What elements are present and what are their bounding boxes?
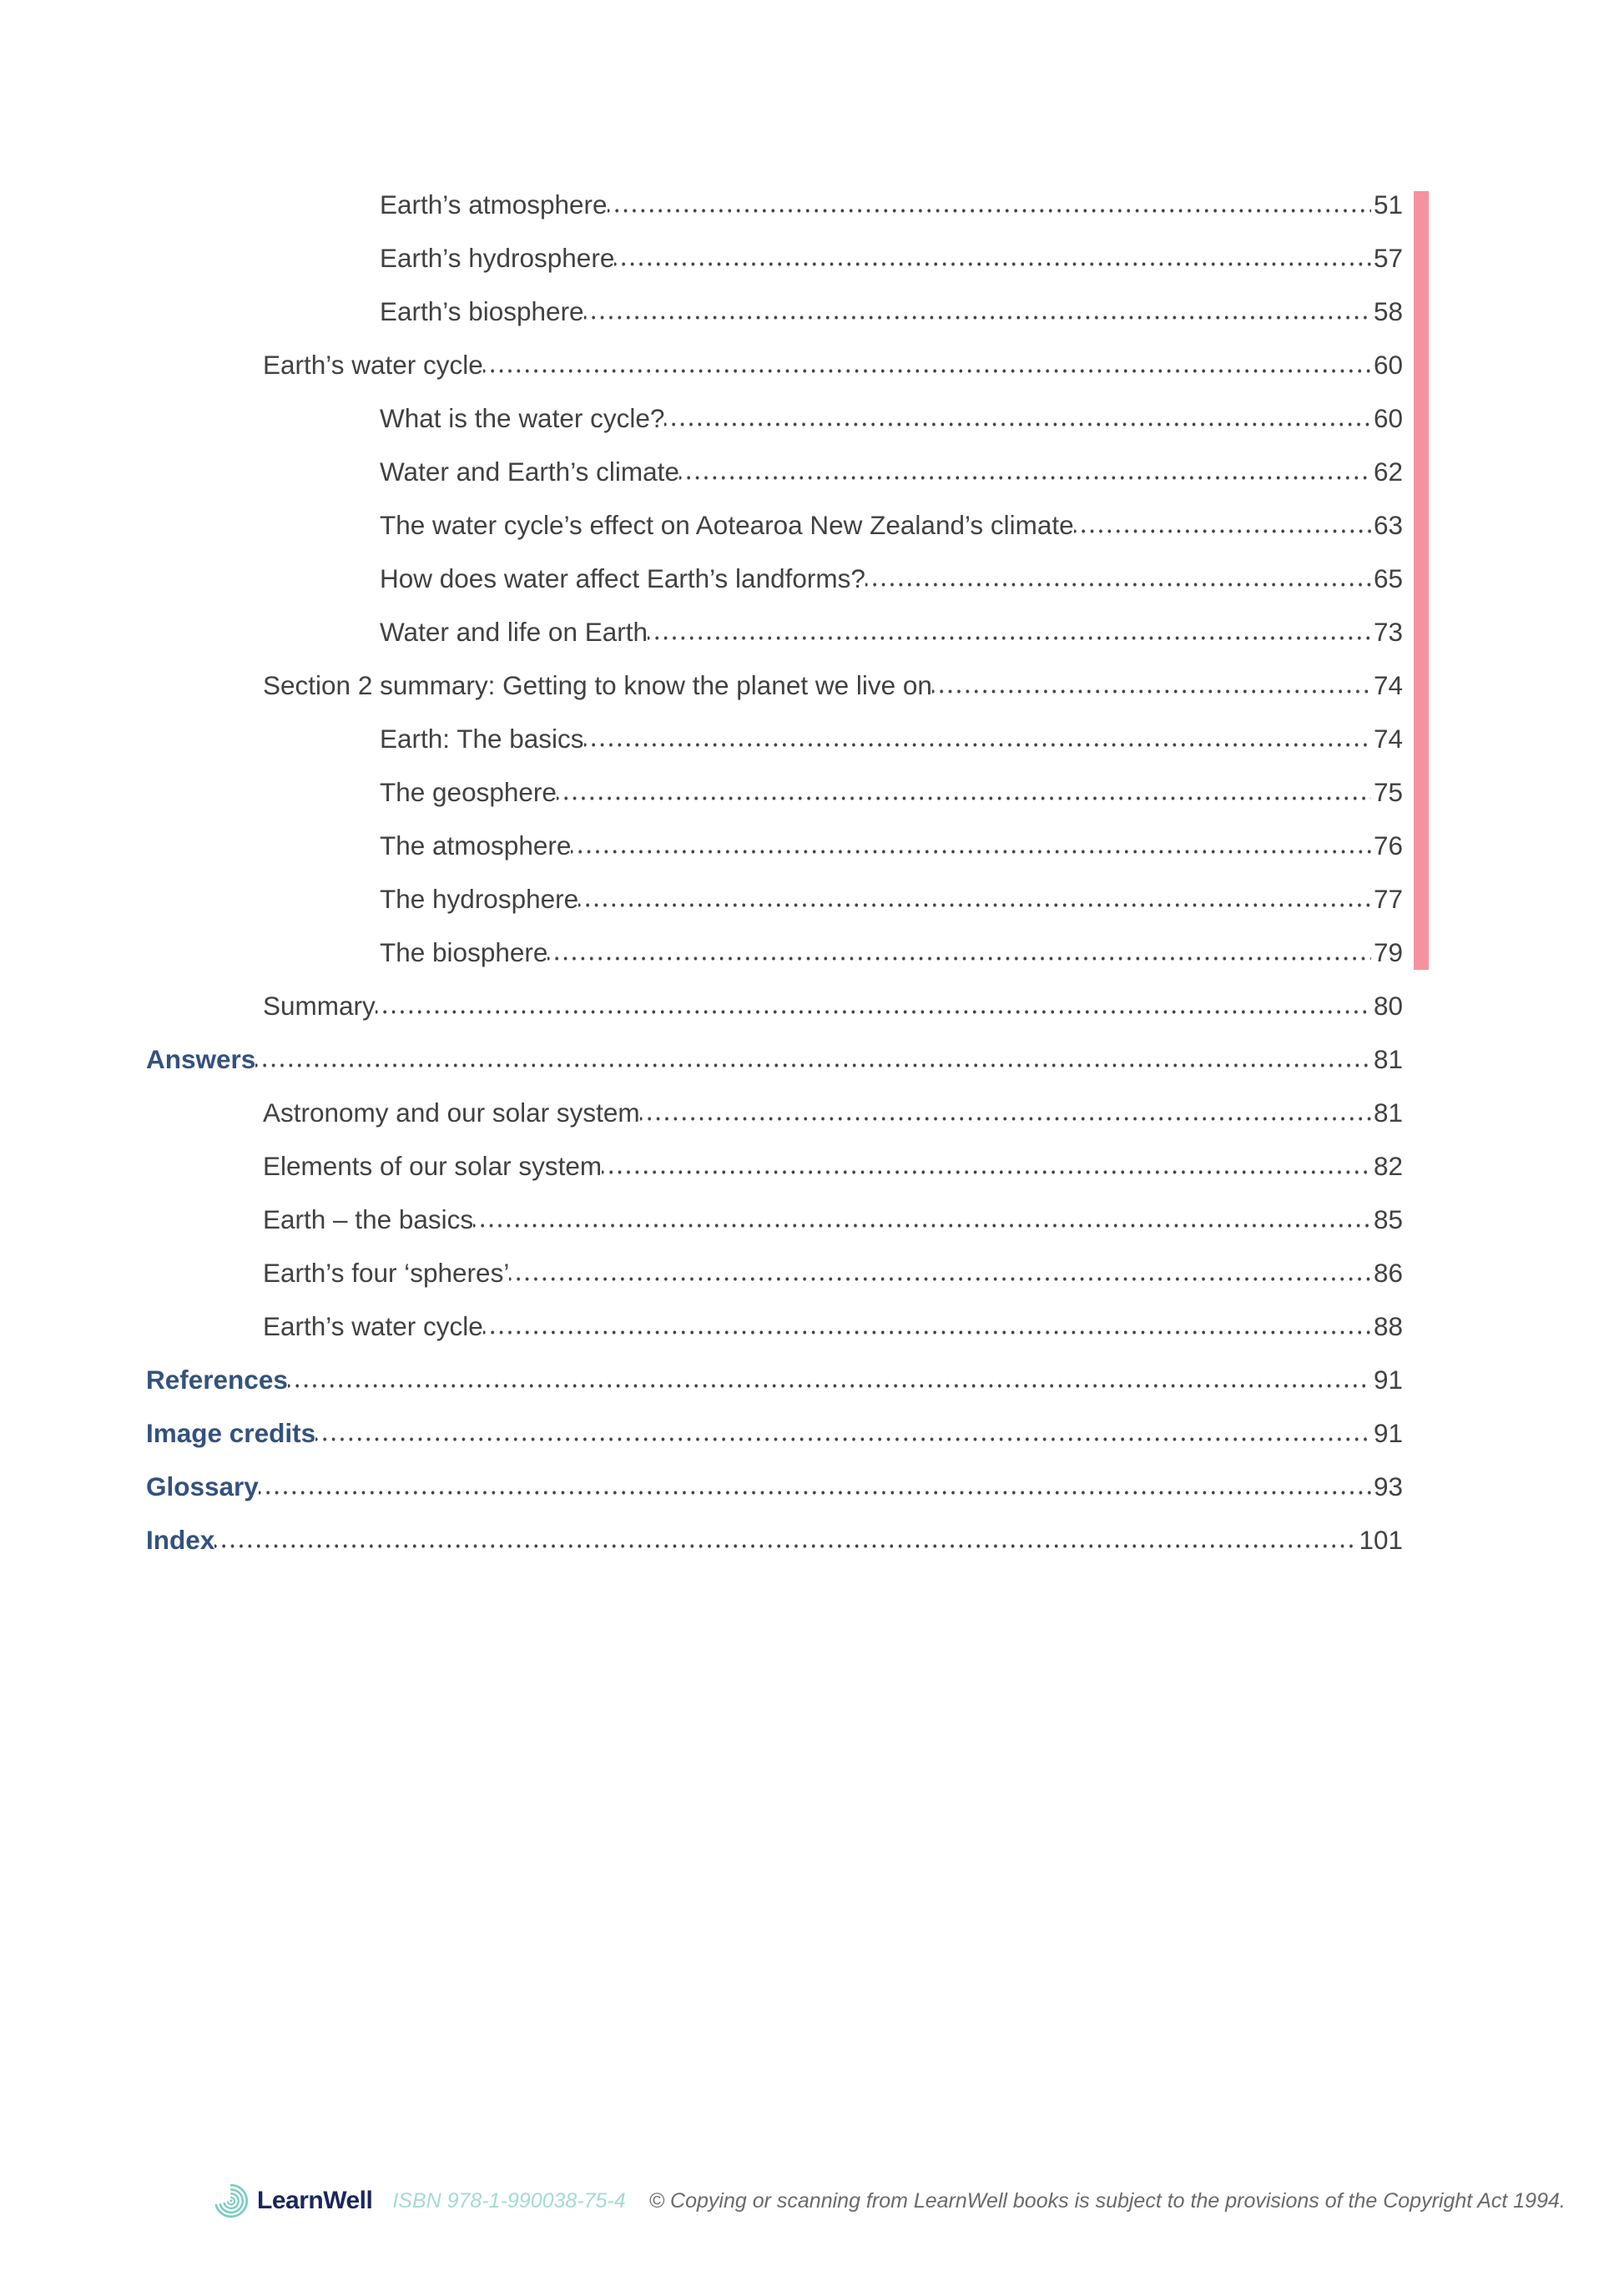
toc-entry-page-number: 91 (1373, 1417, 1403, 1448)
toc-entry[interactable] (146, 712, 1403, 765)
toc-entry-page-number: 73 (1373, 616, 1403, 647)
toc-entry-label: Glossary (146, 1471, 259, 1501)
toc-entry-page-number: 81 (1373, 1097, 1403, 1128)
toc-entry[interactable] (146, 498, 1403, 552)
toc-entry[interactable] (146, 1299, 1403, 1353)
toc-entry-label: Earth’s hydrosphere (380, 242, 615, 273)
toc-entry-label: The geosphere (380, 776, 557, 807)
toc-entry-page-number: 80 (1373, 990, 1403, 1021)
toc-entry-label: What is the water cycle? (380, 402, 665, 433)
dot-leader (288, 1353, 1371, 1406)
dot-leader (584, 285, 1371, 338)
dot-leader (259, 1460, 1371, 1513)
dot-leader (376, 979, 1371, 1032)
toc-entry-page-number: 88 (1373, 1310, 1403, 1341)
dot-leader (614, 231, 1371, 285)
toc-entry-page-number: 82 (1373, 1150, 1403, 1181)
toc-entry-page-number: 79 (1373, 936, 1403, 967)
toc-entry-page-number: 85 (1373, 1204, 1403, 1234)
toc-entry-label: Elements of our solar system (263, 1150, 603, 1181)
toc-entry[interactable] (146, 659, 1403, 712)
toc-entry[interactable] (146, 1032, 1403, 1086)
toc-entry[interactable] (146, 979, 1403, 1032)
toc-entry-page-number: 74 (1373, 723, 1403, 754)
dot-leader (557, 765, 1371, 819)
dot-leader (578, 872, 1371, 926)
toc-entry-page-number: 76 (1373, 830, 1403, 860)
toc-entry-label: Earth – the basics (263, 1204, 474, 1234)
dot-leader (509, 1246, 1371, 1299)
toc-entry[interactable] (146, 1513, 1403, 1567)
toc-entry[interactable] (146, 178, 1403, 231)
toc-entry[interactable] (146, 605, 1403, 659)
toc-entry-label: Image credits (146, 1417, 316, 1448)
toc-entry-label: Earth’s water cycle (263, 1310, 483, 1341)
toc-entry-label: Earth’s four ‘spheres’ (263, 1257, 510, 1288)
brand-name: LearnWell (257, 2187, 373, 2214)
section-highlight-bar (1414, 191, 1429, 970)
toc-entry-label: The water cycle’s effect on Aotearoa New Zealand’s climate (380, 509, 1074, 540)
toc-entry-page-number: 51 (1373, 189, 1403, 220)
dot-leader (1074, 498, 1371, 552)
toc-entry-label: Water and Earth’s climate (380, 456, 679, 487)
toc-entry-page-number: 93 (1373, 1471, 1403, 1501)
dot-leader (547, 926, 1371, 979)
toc-entry-label: The atmosphere (380, 830, 572, 860)
dot-leader (483, 338, 1371, 391)
dot-leader (315, 1406, 1371, 1460)
toc-entry-label: References (146, 1364, 288, 1395)
toc-entry-label: Earth: The basics (380, 723, 584, 754)
dot-leader (865, 552, 1371, 605)
toc-entry-label: Summary (263, 990, 376, 1021)
toc-entry-label: Water and life on Earth (380, 616, 648, 647)
isbn-text: ISBN 978-1-990038-75-4 (392, 2188, 626, 2213)
dot-leader (214, 1513, 1356, 1567)
toc-entry[interactable] (146, 1246, 1403, 1299)
toc-entry-label: Index (146, 1524, 215, 1555)
toc-entry-label: Answers (146, 1043, 256, 1074)
toc-entry-page-number: 91 (1373, 1364, 1403, 1395)
toc-entry[interactable] (146, 819, 1403, 872)
toc-entry-page-number: 75 (1373, 776, 1403, 807)
toc-entry[interactable] (146, 285, 1403, 338)
toc-entry-label: How does water affect Earth’s landforms? (380, 563, 865, 593)
toc-entry[interactable] (146, 1086, 1403, 1139)
toc-entry-page-number: 86 (1373, 1257, 1403, 1288)
toc-entry[interactable] (146, 1353, 1403, 1406)
toc-entry[interactable] (146, 338, 1403, 391)
toc-entry-label: Earth’s water cycle (263, 349, 483, 380)
table-of-contents (146, 178, 1403, 1567)
toc-entry[interactable] (146, 1406, 1403, 1460)
toc-entry-page-number: 62 (1373, 456, 1403, 487)
page-footer (213, 2180, 1566, 2222)
toc-entry[interactable] (146, 552, 1403, 605)
toc-entry-page-number: 58 (1373, 295, 1403, 326)
toc-entry-page-number: 60 (1373, 349, 1403, 380)
toc-entry-label: Astronomy and our solar system (263, 1097, 640, 1128)
learnwell-logo-icon (213, 2182, 250, 2219)
dot-leader (483, 1299, 1371, 1353)
copyright-text: © Copying or scanning from LearnWell books is subject to the provisions of the Copyright Act 1994. (648, 2188, 1566, 2213)
toc-entry-label: Earth’s biosphere (380, 295, 584, 326)
dot-leader (932, 659, 1371, 712)
toc-entry[interactable] (146, 765, 1403, 819)
toc-entry-page-number: 65 (1373, 563, 1403, 593)
toc-entry-page-number: 101 (1359, 1524, 1403, 1555)
toc-entry[interactable] (146, 445, 1403, 498)
toc-entry[interactable] (146, 1193, 1403, 1246)
toc-entry-label: The hydrosphere (380, 883, 579, 914)
toc-entry[interactable] (146, 872, 1403, 926)
toc-entry-page-number: 63 (1373, 509, 1403, 540)
toc-entry-page-number: 57 (1373, 242, 1403, 273)
dot-leader (571, 819, 1371, 872)
dot-leader (648, 605, 1371, 659)
dot-leader (473, 1193, 1371, 1246)
toc-entry-label: The biosphere (380, 936, 548, 967)
dot-leader (602, 1139, 1371, 1193)
dot-leader (255, 1032, 1371, 1086)
toc-entry-label: Section 2 summary: Getting to know the planet we live on (263, 669, 932, 700)
toc-entry-label: Earth’s atmosphere (380, 189, 608, 220)
dot-leader (664, 391, 1371, 445)
toc-entry[interactable] (146, 1460, 1403, 1513)
dot-leader (679, 445, 1371, 498)
toc-entry[interactable] (146, 231, 1403, 285)
toc-entry[interactable] (146, 926, 1403, 979)
toc-entry-page-number: 60 (1373, 402, 1403, 433)
toc-entry-page-number: 81 (1373, 1043, 1403, 1074)
toc-entry[interactable] (146, 391, 1403, 445)
dot-leader (640, 1086, 1371, 1139)
toc-entry-page-number: 74 (1373, 669, 1403, 700)
toc-entry-page-number: 77 (1373, 883, 1403, 914)
toc-entry[interactable] (146, 1139, 1403, 1193)
dot-leader (608, 178, 1371, 231)
dot-leader (584, 712, 1371, 765)
